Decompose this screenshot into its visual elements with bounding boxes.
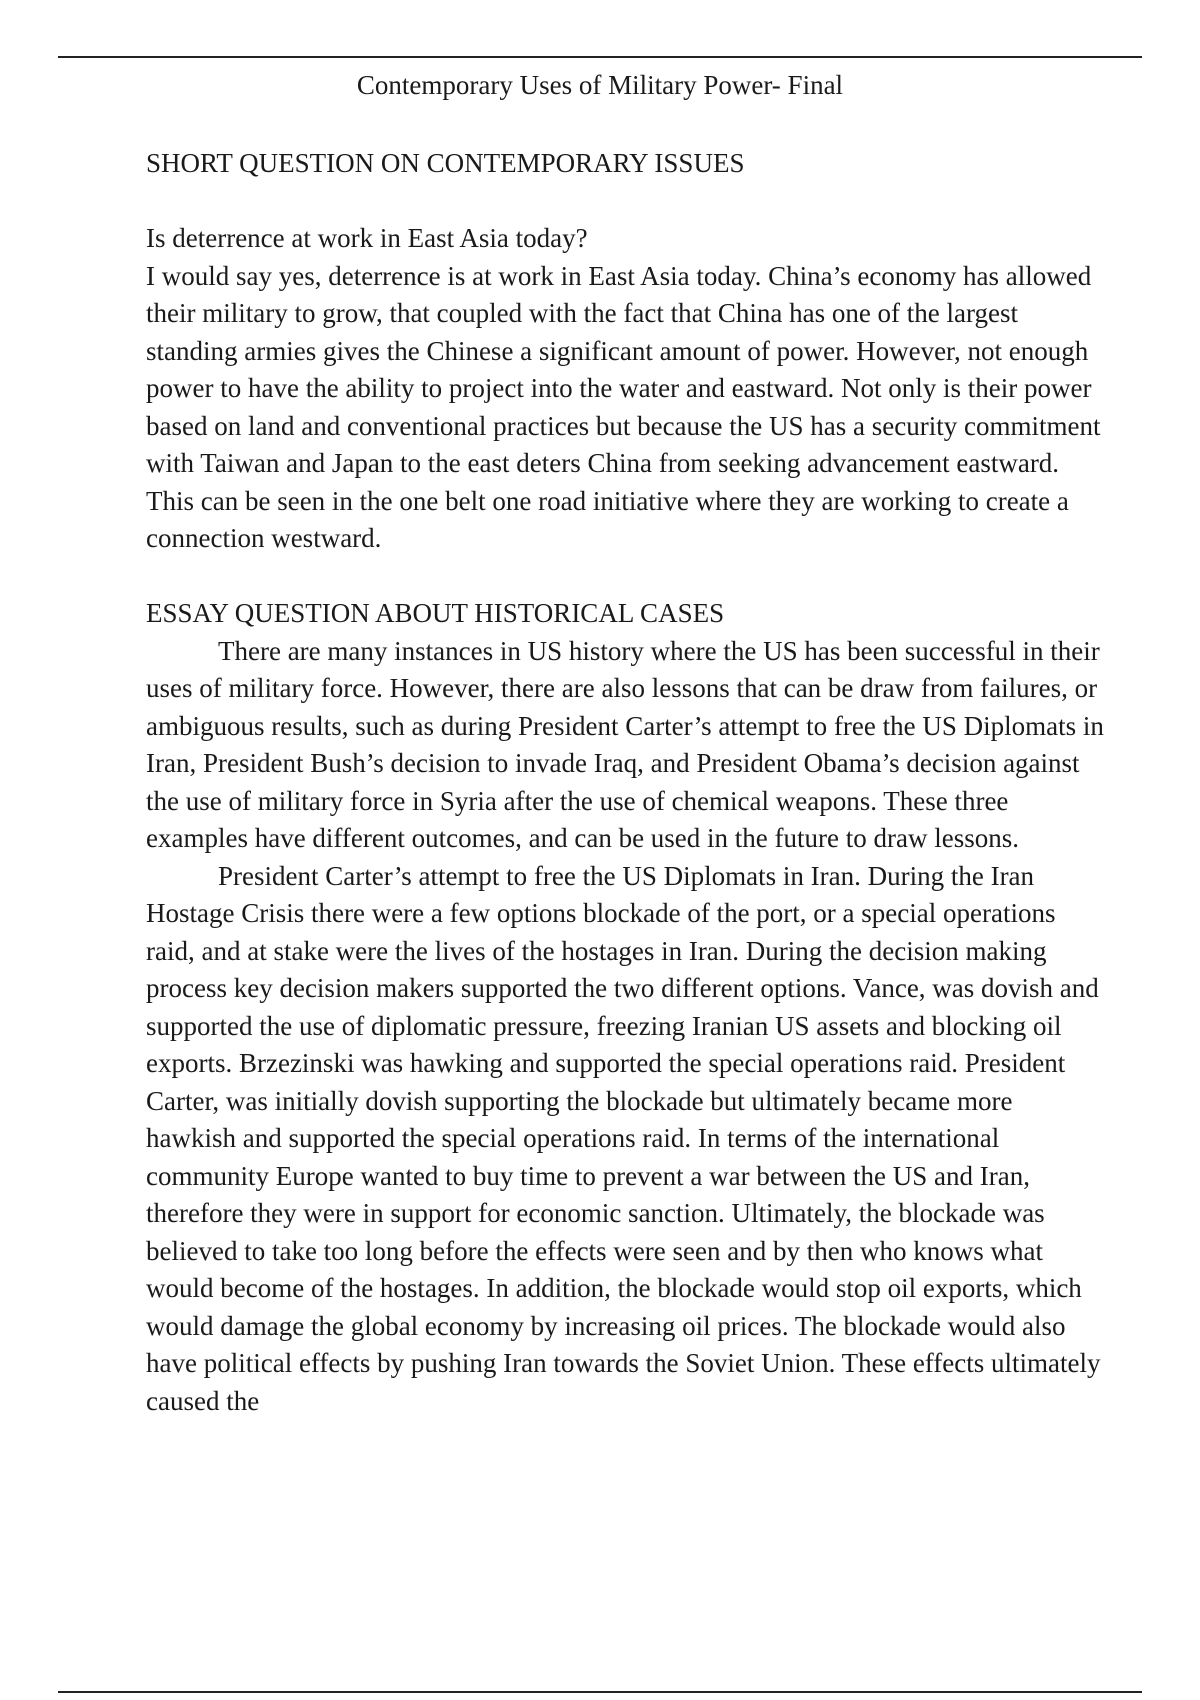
short-question-heading: SHORT QUESTION ON CONTEMPORARY ISSUES: [146, 148, 745, 178]
document-title: Contemporary Uses of Military Power- Final: [356, 70, 844, 100]
header-rule: [58, 56, 1142, 58]
spacer: [146, 558, 1106, 596]
footer-rule: [58, 1691, 1142, 1693]
essay-paragraph-2: President Carter’s attempt to free the US Diplomats in Iran. During the Iran Hostage Crisis there were a few options blockade of the port, or a special operations raid, and at stake were the lives of the hostages in Iran. During the decision making process key decision makers supported the two different options. Vance, was dovish and supported the use of diplomatic pressure, freezing Iranian US assets and blocking oil exports. Brzezinski was hawking and supported the special operations raid. President Carter, was initially dovish supporting the blockade but ultimately became more hawkish and supported the special operations raid. In terms of the international community Europe wanted to buy time to prevent a war between the US and Iran, therefore they were in support for economic sanction. Ultimately, the blockade was believed to take too long before the effects were seen and by then who knows what would become of the hostages. In addition, the blockade would stop oil exports, which would damage the global economy by increasing oil prices. The blockade would also have political effects by pushing Iran towards the Soviet Union. These effects ultimately caused the: [146, 860, 1101, 1416]
document-body: [146, 145, 1106, 1420]
essay-paragraph-1: There are many instances in US history where the US has been successful in their uses of military force. However, there are also lessons that can be draw from failures, or ambiguous results, such as during President Carter’s attempt to free the US Diplomats in Iran, President Bush’s decision to invade Iraq, and President Obama’s decision against the use of military force in Syria after the use of chemical weapons. These three examples have different outcomes, and can be used in the future to draw lessons.: [146, 635, 1104, 853]
essay-question-heading: ESSAY QUESTION ABOUT HISTORICAL CASES: [146, 598, 725, 628]
spacer: [146, 183, 1106, 221]
short-question-text: Is deterrence at work in East Asia today?: [146, 223, 588, 253]
short-answer-paragraph: I would say yes, deterrence is at work in East Asia today. China’s economy has allowed their military to grow, that coupled with the fact that China has one of the largest standing armies gives the Chinese a significant amount of power. However, not enough power to have the ability to project into the water and eastward. Not only is their power based on land and conventional practices but because the US has a security commitment with Taiwan and Japan to the east deters China from seeking advancement eastward. This can be seen in the one belt one road initiative where they are working to create a connection westward.: [146, 260, 1101, 553]
